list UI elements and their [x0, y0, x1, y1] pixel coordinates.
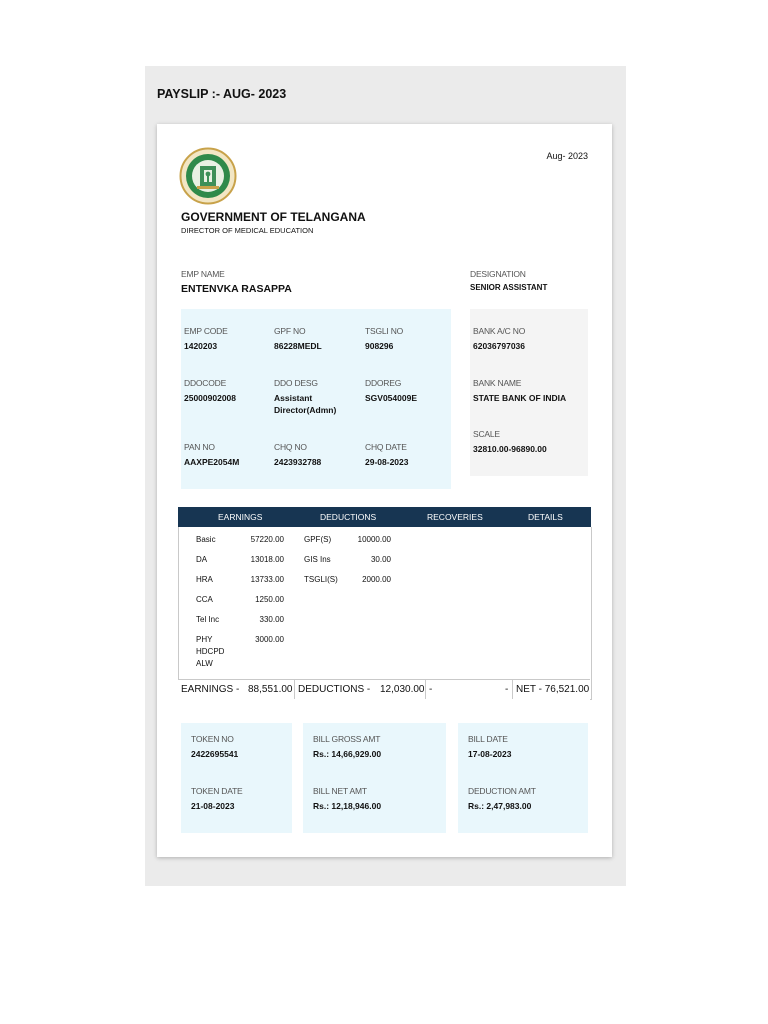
payslip-card	[157, 124, 612, 857]
designation-value: SENIOR ASSISTANT	[470, 283, 548, 292]
earning-name-line: HDCPD	[196, 647, 225, 656]
bill-date-panel	[458, 723, 588, 833]
token-date-label: TOKEN DATE	[191, 786, 243, 796]
earning-amount: 13018.00	[250, 555, 284, 564]
net-total: NET - 76,521.00	[516, 684, 590, 695]
emp-name-label: EMP NAME	[181, 269, 225, 279]
bill-date-label: BILL DATE	[468, 734, 508, 744]
deductions-total-value: 12,030.00	[380, 684, 425, 695]
totals-divider	[512, 679, 513, 699]
chq-no-label: CHQ NO	[274, 442, 307, 452]
emp-name: ENTENVKA RASAPPA	[181, 283, 292, 295]
earning-amount: 1250.00	[255, 595, 284, 604]
earning-amount: 13733.00	[250, 575, 284, 584]
ddo-desg-label: DDO DESG	[274, 378, 318, 388]
earning-name-line: PHY	[196, 635, 213, 644]
pan-no-label: PAN NO	[184, 442, 215, 452]
emp-code-value: 1420203	[184, 341, 218, 351]
gpf-no-value: 86228MEDL	[274, 341, 322, 351]
earnings-total-label: EARNINGS -	[181, 684, 240, 695]
totals-divider	[425, 679, 426, 699]
bill-date-value: 17-08-2023	[468, 749, 512, 759]
bill-gross-value: Rs.: 14,66,929.00	[313, 749, 382, 759]
totals-row	[178, 679, 590, 700]
page-title: PAYSLIP :- AUG- 2023	[157, 87, 287, 101]
bill-amount-panel	[303, 723, 446, 833]
ddoreg-value: SGV054009E	[365, 393, 417, 403]
employee-details-panel	[181, 309, 451, 489]
bank-account-label: BANK A/C NO	[473, 326, 526, 336]
totals-divider	[294, 679, 295, 699]
deductions-total-label: DEDUCTIONS -	[298, 684, 371, 695]
recoveries-total-left: -	[429, 684, 433, 695]
earnings-total-value: 88,551.00	[248, 684, 293, 695]
pan-no-value: AAXPE2054M	[184, 457, 240, 467]
header-deductions: DEDUCTIONS	[320, 512, 377, 522]
tsgli-no-value: 908296	[365, 341, 394, 351]
bill-net-value: Rs.: 12,18,946.00	[313, 801, 382, 811]
earning-amount: 3000.00	[255, 635, 284, 644]
pay-table-header	[178, 507, 591, 527]
token-no-value: 2422695541	[191, 749, 239, 759]
scale-label: SCALE	[473, 429, 500, 439]
bank-name-label: BANK NAME	[473, 378, 522, 388]
tsgli-no-label: TSGLI NO	[365, 326, 404, 336]
emp-code-label: EMP CODE	[184, 326, 228, 336]
chq-date-value: 29-08-2023	[365, 457, 409, 467]
pay-table-body	[178, 527, 592, 700]
earning-amount: 57220.00	[250, 535, 284, 544]
header-earnings: EARNINGS	[218, 512, 263, 522]
header-details: DETAILS	[528, 512, 563, 522]
earning-name-line: ALW	[196, 659, 213, 668]
bank-name-value: STATE BANK OF INDIA	[473, 393, 567, 403]
scale-value: 32810.00-96890.00	[473, 444, 547, 454]
earning-name: DA	[196, 555, 208, 564]
designation-label: DESIGNATION	[470, 269, 526, 279]
deduction-amount: 10000.00	[357, 535, 391, 544]
earning-name: HRA	[196, 575, 213, 584]
deduction-name: GIS Ins	[304, 555, 331, 564]
deduction-amt-label: DEDUCTION AMT	[468, 786, 536, 796]
ddocode-label: DDOCODE	[184, 378, 227, 388]
payslip-container	[145, 66, 626, 886]
bank-account-value: 62036797036	[473, 341, 526, 351]
deduction-amt-value: Rs.: 2,47,983.00	[468, 801, 532, 811]
telangana-emblem-logo	[179, 147, 237, 205]
deduction-name: GPF(S)	[304, 535, 332, 544]
deduction-amount: 30.00	[370, 555, 391, 564]
bill-gross-label: BILL GROSS AMT	[313, 734, 381, 744]
token-no-label: TOKEN NO	[191, 734, 234, 744]
gpf-no-label: GPF NO	[274, 326, 306, 336]
token-panel	[181, 723, 292, 833]
recoveries-total-right: -	[505, 684, 509, 695]
token-date-value: 21-08-2023	[191, 801, 235, 811]
header-recoveries: RECOVERIES	[427, 512, 483, 522]
deduction-name: TSGLI(S)	[304, 575, 338, 584]
chq-date-label: CHQ DATE	[365, 442, 407, 452]
ddo-desg-value-line2: Director(Admn)	[274, 405, 337, 415]
bank-details-panel	[470, 309, 588, 476]
department-name: DIRECTOR OF MEDICAL EDUCATION	[181, 226, 314, 235]
ddocode-value: 25000902008	[184, 393, 237, 403]
organization-name: GOVERNMENT OF TELANGANA	[181, 210, 366, 224]
ddo-desg-value-line1: Assistant	[274, 393, 313, 403]
earning-name: Tel Inc	[196, 615, 220, 624]
payslip-month: Aug- 2023	[546, 151, 588, 161]
chq-no-value: 2423932788	[274, 457, 322, 467]
deduction-amount: 2000.00	[362, 575, 391, 584]
earning-name: CCA	[196, 595, 213, 604]
ddoreg-label: DDOREG	[365, 378, 402, 388]
earning-name: Basic	[196, 535, 216, 544]
bill-net-label: BILL NET AMT	[313, 786, 367, 796]
earning-amount: 330.00	[259, 615, 284, 624]
